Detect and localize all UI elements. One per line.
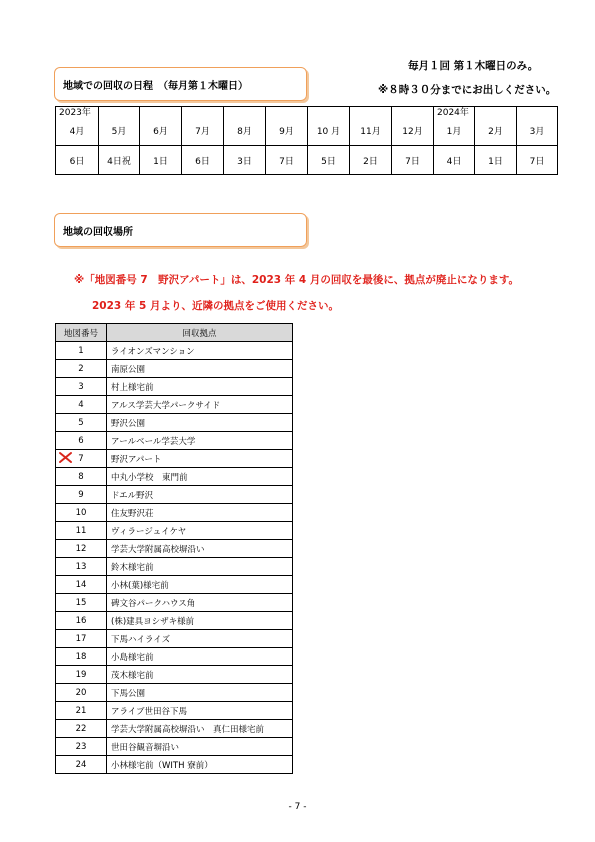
location-number — [56, 558, 107, 576]
notice-line-2: 2023 年 5 月より、近隣の拠点をご使用ください。 — [92, 300, 339, 312]
location-place: 茂木様宅前 — [107, 666, 293, 684]
location-number-text: 2 — [78, 363, 84, 374]
table-row — [56, 630, 293, 648]
location-number — [56, 576, 107, 594]
schedule-month-cell — [266, 107, 308, 146]
table-row — [56, 468, 293, 486]
header-note: 毎月１回 第１木曜日のみ。 — [408, 60, 539, 72]
location-number-text: 7 — [78, 453, 84, 464]
location-place: ライオンズマンション — [107, 342, 293, 360]
location-place: 学芸大学附属高校塀沿い — [107, 540, 293, 558]
table-row — [56, 612, 293, 630]
location-number-text: 4 — [78, 399, 84, 410]
location-number-text: 5 — [78, 417, 84, 428]
schedule-day: 7日 — [392, 146, 434, 175]
table-row — [56, 450, 293, 468]
schedule-year — [392, 107, 433, 120]
location-number — [56, 684, 107, 702]
schedule-table — [55, 106, 558, 175]
location-number — [56, 666, 107, 684]
location-number-text: 24 — [75, 759, 87, 770]
location-number — [56, 630, 107, 648]
schedule-month-cell — [308, 107, 350, 146]
schedule-day: 7日 — [266, 146, 308, 175]
location-number-text: 9 — [78, 489, 84, 500]
time-note: ※８時３０分までにお出しください。 — [378, 84, 557, 96]
schedule-year — [475, 107, 516, 120]
schedule-month: 1月 — [446, 127, 462, 137]
location-place: 下馬公園 — [107, 684, 293, 702]
table-row — [56, 684, 293, 702]
location-place: 小島様宅前 — [107, 648, 293, 666]
location-place: ドエル野沢 — [107, 486, 293, 504]
location-place: 村上様宅前 — [107, 378, 293, 396]
table-row — [56, 414, 293, 432]
location-number — [56, 396, 107, 414]
location-number — [56, 612, 107, 630]
notice-line-1: ※「地図番号 7 野沢アパート」は、2023 年 4 月の回収を最後に、拠点が廃止になります。 — [74, 274, 519, 286]
location-number-text: 15 — [75, 597, 87, 608]
schedule-year — [224, 107, 265, 120]
schedule-year — [350, 107, 391, 120]
schedule-year — [182, 107, 223, 120]
schedule-month-cell — [350, 107, 392, 146]
schedule-month: 4月 — [69, 127, 85, 137]
location-number — [56, 702, 107, 720]
location-number — [56, 756, 107, 774]
schedule-day: 7日 — [517, 146, 558, 175]
schedule-year — [517, 107, 557, 120]
location-number-text: 18 — [75, 651, 87, 662]
location-number-text: 8 — [78, 471, 84, 482]
schedule-day: 1日 — [475, 146, 517, 175]
location-number — [56, 450, 107, 468]
location-number — [56, 378, 107, 396]
schedule-day: 2日 — [350, 146, 392, 175]
location-place: 小林様宅前（WITH 寮前） — [107, 756, 293, 774]
schedule-month: 5月 — [111, 127, 127, 137]
schedule-month-cell — [99, 107, 140, 146]
schedule-month-cell — [434, 107, 475, 146]
location-place: 野沢アパート — [107, 450, 293, 468]
location-place: 鈴木様宅前 — [107, 558, 293, 576]
table-row — [56, 666, 293, 684]
table-row — [56, 432, 293, 450]
schedule-title-box — [54, 67, 307, 101]
location-place: 野沢公園 — [107, 414, 293, 432]
location-number-text: 6 — [78, 435, 84, 446]
location-number-text: 13 — [75, 561, 87, 572]
schedule-day: 4日祝 — [99, 146, 140, 175]
schedule-month-cell — [475, 107, 517, 146]
location-place: 南原公園 — [107, 360, 293, 378]
schedule-day: 5日 — [308, 146, 350, 175]
schedule-day: 4日 — [434, 146, 475, 175]
schedule-year: 2024年 — [437, 108, 469, 118]
location-number-text: 23 — [75, 741, 87, 752]
schedule-day: 1日 — [140, 146, 182, 175]
location-number-text: 20 — [75, 687, 87, 698]
location-number — [56, 504, 107, 522]
location-number — [56, 594, 107, 612]
location-number — [56, 486, 107, 504]
table-row — [56, 576, 293, 594]
table-row — [56, 540, 293, 558]
schedule-month: 3月 — [529, 127, 545, 137]
location-place: 学芸大学附属高校塀沿い 真仁田様宅前 — [107, 720, 293, 738]
schedule-month: 11月 — [360, 127, 381, 137]
location-number-text: 16 — [75, 615, 87, 626]
schedule-month-cell — [392, 107, 434, 146]
table-row — [56, 378, 293, 396]
location-number-text: 17 — [75, 633, 87, 644]
header-place: 回収拠点 — [107, 324, 293, 342]
table-row — [56, 756, 293, 774]
location-number-text: 1 — [78, 345, 84, 356]
schedule-month: 2月 — [488, 127, 503, 137]
location-number-text: 22 — [75, 723, 87, 734]
schedule-month: 8月 — [237, 127, 252, 137]
location-number — [56, 648, 107, 666]
schedule-day: 6日 — [56, 146, 99, 175]
schedule-month-cell — [182, 107, 224, 146]
location-place: アールベール学芸大学 — [107, 432, 293, 450]
location-place: 小林(葉)様宅前 — [107, 576, 293, 594]
table-row — [56, 360, 293, 378]
location-place: アライブ世田谷下馬 — [107, 702, 293, 720]
schedule-month-row — [56, 107, 558, 146]
schedule-month: 12月 — [402, 127, 423, 137]
location-number-text: 21 — [75, 705, 87, 716]
location-number — [56, 738, 107, 756]
location-number-text: 10 — [75, 507, 87, 518]
schedule-year — [308, 107, 349, 120]
schedule-month: 6月 — [153, 127, 168, 137]
location-number-text: 3 — [78, 381, 84, 392]
schedule-month: 10 月 — [316, 127, 341, 137]
page-number: - 7 - — [288, 802, 307, 812]
table-row — [56, 594, 293, 612]
location-title: 地域の回収場所 — [63, 227, 133, 238]
location-number-text: 19 — [75, 669, 87, 680]
location-place: (株)建具ヨシザキ様前 — [107, 612, 293, 630]
schedule-month: 7月 — [195, 127, 210, 137]
location-table — [55, 323, 293, 774]
location-number — [56, 360, 107, 378]
table-row — [56, 648, 293, 666]
table-row — [56, 396, 293, 414]
header-number: 地図番号 — [56, 324, 107, 342]
schedule-month: 9月 — [279, 127, 294, 137]
location-place: 世田谷観音塀沿い — [107, 738, 293, 756]
cross-mark-icon — [58, 451, 73, 464]
location-number-text: 14 — [75, 579, 87, 590]
location-number — [56, 540, 107, 558]
location-place: 中丸小学校 東門前 — [107, 468, 293, 486]
table-row — [56, 504, 293, 522]
location-place: ヴィラージュイケヤ — [107, 522, 293, 540]
schedule-year: 2023年 — [59, 108, 91, 118]
schedule-month-cell — [56, 107, 99, 146]
schedule-title: 地域での回収の日程 （毎月第１木曜日） — [63, 81, 248, 92]
table-row — [56, 702, 293, 720]
location-number — [56, 432, 107, 450]
location-place: アルス学芸大学パークサイド — [107, 396, 293, 414]
schedule-day: 6日 — [182, 146, 224, 175]
table-row — [56, 342, 293, 360]
location-number — [56, 522, 107, 540]
location-title-box — [54, 213, 307, 247]
schedule-day: 3日 — [224, 146, 266, 175]
location-place: 碑文谷パークハウス角 — [107, 594, 293, 612]
location-number-text: 12 — [75, 543, 87, 554]
table-row — [56, 486, 293, 504]
location-number — [56, 414, 107, 432]
table-row — [56, 522, 293, 540]
schedule-month-cell — [224, 107, 266, 146]
table-row — [56, 558, 293, 576]
table-row — [56, 738, 293, 756]
location-number-text: 11 — [75, 525, 87, 536]
location-number — [56, 468, 107, 486]
schedule-year — [266, 107, 307, 120]
table-row — [56, 720, 293, 738]
schedule-year — [140, 107, 181, 120]
schedule-month-cell — [140, 107, 182, 146]
schedule-year — [99, 107, 139, 120]
location-number — [56, 720, 107, 738]
location-place: 下馬ハイライズ — [107, 630, 293, 648]
schedule-month-cell — [517, 107, 558, 146]
location-number — [56, 342, 107, 360]
location-place: 住友野沢荘 — [107, 504, 293, 522]
schedule-day-row — [56, 146, 558, 175]
location-header-row — [56, 324, 293, 342]
